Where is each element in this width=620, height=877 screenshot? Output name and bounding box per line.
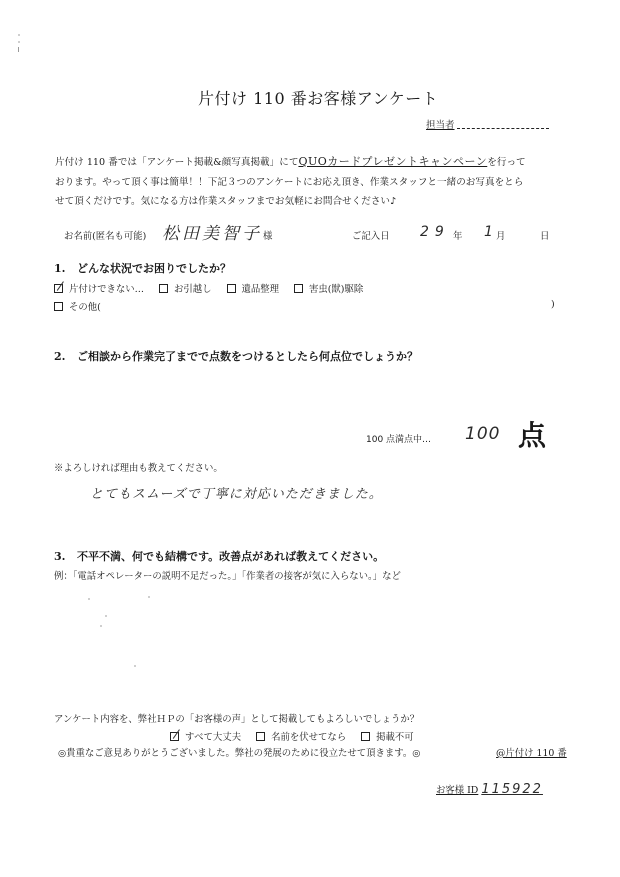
publish-option-not-allowed[interactable] bbox=[361, 732, 414, 743]
customer-id-label: お客様 ID bbox=[436, 785, 479, 796]
other-close-paren: ) bbox=[551, 299, 555, 310]
month-value[interactable]: 1 bbox=[484, 224, 493, 240]
staff-label: 担当者 bbox=[426, 120, 455, 131]
checkbox-checked-icon[interactable] bbox=[54, 284, 63, 293]
score-prefix: 100 点満点中… bbox=[366, 435, 432, 445]
q1-number: 1. bbox=[54, 262, 66, 275]
q3-question: 不平不満、何でも結構です。改善点があれば教えてください。 bbox=[76, 550, 385, 563]
q3-example: 例：「電話オペレーターの説明不足だった。」「作業者の接客が気に入らない。」など bbox=[54, 571, 401, 582]
page-title: 片付け 110 番お客様アンケート bbox=[198, 89, 439, 108]
customer-id-value[interactable]: 115922 bbox=[481, 782, 543, 797]
q2-heading bbox=[54, 348, 418, 364]
reason-answer[interactable]: とてもスムーズで丁寧に対応いただきました。 bbox=[90, 487, 383, 502]
option-label: 片付けできない… bbox=[69, 284, 145, 295]
year-unit: 年 bbox=[453, 231, 463, 242]
reason-prompt: ※よろしければ理由も教えてください。 bbox=[54, 463, 223, 474]
checkbox-icon[interactable] bbox=[361, 732, 370, 741]
score-value[interactable]: 100 bbox=[465, 424, 501, 444]
thanks-message: ◎貴重なご意見ありがとうございました。弊社の発展のために役立たせて頂きます。◎ bbox=[58, 748, 421, 759]
name-label: お名前(匿名も可能) bbox=[64, 231, 147, 242]
checkbox-icon[interactable] bbox=[256, 732, 265, 741]
publish-options bbox=[170, 729, 426, 743]
q1-option-cant-clean[interactable] bbox=[54, 284, 144, 295]
intro-line-3: せて頂くだけです。気になる方は作業スタッフまでお気軽にお問合せください♪ bbox=[55, 196, 397, 207]
publish-question: アンケート内容を、弊社ＨＰの「お客様の声」として掲載してもよろしいでしょうか？ bbox=[54, 714, 420, 725]
intro-text bbox=[55, 152, 526, 212]
intro-line-1-prefix: 片付け 110 番では「アンケート掲載&顔写真掲載」にて bbox=[55, 157, 299, 168]
intro-line-2: おります。やって頂く事は簡単！！下記３つのアンケートにお応え頂き、作業スタッフと一緒のお写真をとら bbox=[55, 176, 524, 188]
intro-line-1 bbox=[55, 152, 526, 173]
staff-field bbox=[426, 117, 549, 131]
checkbox-icon[interactable] bbox=[227, 284, 236, 293]
staff-line bbox=[457, 128, 549, 129]
month-unit: 月 bbox=[496, 231, 506, 242]
publish-option-anonymous[interactable] bbox=[256, 732, 346, 743]
scan-noise bbox=[18, 41, 20, 43]
q1-question: どんな状況でお困りでしたか？ bbox=[76, 262, 231, 275]
q1-option-moving[interactable] bbox=[159, 284, 212, 295]
checkbox-checked-icon[interactable] bbox=[170, 732, 179, 741]
checkbox-icon[interactable] bbox=[294, 284, 303, 293]
checkbox-icon[interactable] bbox=[54, 302, 63, 311]
score-unit: 点 bbox=[518, 419, 547, 452]
q2-number: 2. bbox=[54, 350, 66, 363]
date-label: ご記入日 bbox=[352, 231, 390, 242]
option-label: 害虫(獣)駆除 bbox=[309, 284, 364, 295]
q1-option-other[interactable] bbox=[54, 299, 101, 313]
brand-handle: @片付け 110 番 bbox=[496, 748, 567, 759]
option-label: 遺品整理 bbox=[241, 284, 280, 295]
other-label: その他( bbox=[69, 302, 101, 313]
q1-heading bbox=[54, 260, 231, 276]
q1-options bbox=[54, 281, 375, 295]
q1-option-pest-control[interactable] bbox=[294, 284, 363, 295]
option-label: すべて大丈夫 bbox=[185, 732, 242, 743]
intro-line-1-suffix: を行って bbox=[487, 157, 526, 168]
q3-answer-area[interactable] bbox=[54, 590, 574, 695]
campaign-name: QUOカードプレゼントキャンペーン bbox=[298, 155, 488, 168]
honorific: 様 bbox=[263, 231, 273, 242]
q3-heading bbox=[54, 548, 384, 564]
q1-option-estate-cleanup[interactable] bbox=[227, 284, 280, 295]
option-label: 名前を伏せてなら bbox=[271, 732, 347, 743]
year-value[interactable]: 29 bbox=[420, 224, 450, 240]
option-label: 掲載不可 bbox=[376, 732, 414, 743]
scan-noise bbox=[18, 34, 20, 36]
option-label: お引越し bbox=[174, 284, 212, 295]
publish-option-all-ok[interactable] bbox=[170, 732, 241, 743]
checkbox-icon[interactable] bbox=[159, 284, 168, 293]
q3-number: 3. bbox=[54, 550, 66, 563]
name-value[interactable]: 松田美智子 bbox=[162, 224, 262, 244]
customer-id-field bbox=[436, 782, 543, 797]
q2-question: ご相談から作業完了までで点数をつけるとしたら何点位でしょうか？ bbox=[76, 350, 418, 363]
day-unit: 日 bbox=[540, 231, 550, 242]
scan-noise bbox=[18, 47, 19, 52]
